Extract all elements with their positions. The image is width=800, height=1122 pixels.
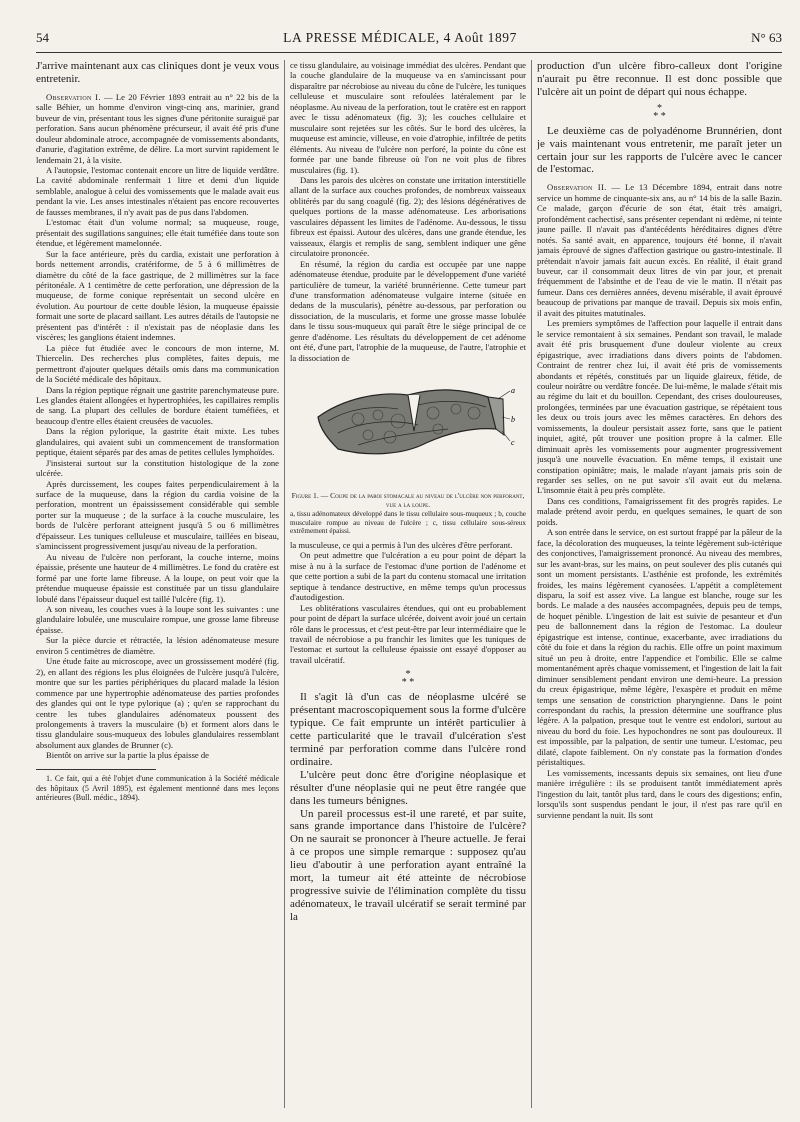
paragraph: Sur la face antérieure, près du cardia, existait une perforation à bords nettement arrondis, cratériforme, de 5 à 6 millimètres de diamètre du côté de la face gastrique, de 2 millimètres sur la face péritonéale. A 1 centimètre de cette perforation, une dépression de la muqueuse, de forme conique représentait un second ulcère en évolution. Au pourtour de cette double lésion, la muqueuse épaissie formait une sorte de placard saillant. Les autres détails de l'autopsie ne présentent pas d'intérêt : il n'existait pas de néoplasie dans les viscères; les ganglions étaient indemnes. [36, 248, 279, 343]
observation-label: Observation I. [46, 91, 101, 102]
paragraph: A son entrée dans le service, on est surtout frappé par la pâleur de la face, la décoloration des muqueuses, la teinte légèrement sub-ictérique des conjonctives, l'amaigrissement prononcé. Au niveau des membres, sur les avant-bras, sur les mains, on peut soulever des plis cutanés qui sont un moment persistants. L'asthénie est profonde, les extrémités froides, les mains légèrement cyanosées. L'appétit a complètement disparu, la soif est assez vive. La langue est blanche, rouge sur les bords. Le malade a des nausées accompagnées, depuis peu de temps, de hoquet pénible. L'ingestion de lait est suivie de pesanteur et d'un peu de ballonnement dans la région de l'estomac. La douleur épigastrique est intense, continue, exacerbante, avec irradiations du côté du foie et dans la région du rachis. Elle offre un point maximum situé un peu à droite, entre l'appendice et l'ombilic. Elle se calme momentanément après chaque vomissement, et l'ingestion de lait la fait diminuer sensiblement pendant environ une demi-heure. La pression du creux épigastrique, même légère, l'exaspère et produit en même temps une sensation de constriction pharyngienne. Dans le point correspondant du rachis, la pression détermine une souffrance plus légère. A la palpation, presque tout le ventre est endolori, surtout au niveau du bord du foie. Les hypochondres ne sont pas douloureux. Il est impossible, par la palpation, de sentir une tumeur. L'estomac, peu dilaté, clapote faiblement. On n'y constate pas la formation d'ondes péristaltiques. [537, 527, 782, 768]
paragraph: Au niveau de l'ulcère non perforant, la couche interne, moins épaissie, présente une hauteur de 4 millimètres. Le fond du cratère est formé par une forte lame fibreuse. A la loupe, on peut voir que la prétendue muqueuse épaissie est constituée par un tissu glandulaire lobulé dans l'épaisseur duquel est taillé l'ulcère (fig. 1). [36, 551, 279, 604]
paragraph: Il s'agit là d'un cas de néoplasme ulcéré se présentant macroscopiquement sous la forme d'ulcère typique. Ce fait emprunte un intérêt particulier à cette particularité que le travail d'ulcération s'est terminé par perforation comme dans l'ulcère rond ordinaire. [290, 691, 526, 768]
paragraph: Bientôt on arrive sur la partie la plus épaisse de [46, 750, 209, 761]
paragraph: La pièce fut étudiée avec le concours de mon interne, M. Thiercelin. Des recherches plus complètes, faites depuis, me permettront d'ajouter quelques détails omis dans ma communication de la Société médicale des hôpitaux. [36, 342, 279, 385]
intro-paragraph: J'arrive maintenant aux cas cliniques dont je veux vous entretenir. [36, 60, 279, 85]
paragraph-text: — Le 13 Décembre 1894, entrait dans notre service un homme de cinquante-six ans, au n° 14 bis de la salle Bazin. Ce malade, garçon d'écurie de son état, était très amaigri, profondément cachectisé, sans présenter cependant ni œdème, ni teinte jaune paille. Il n'avait pas d'antécédents héréditaires dignes d'être notés. Sa santé avait, en apparence, toujours été bonne, il n'avait jamais éprouvé de signes d'affection gastrique ou gastro-intestinale. Il prétendait n'avoir jamais fait aucun excès. En réalité, il était grand buveur, car il consommait deux litres de vin par jour, et prenait fréquemment de l'absinthe et de l'eau de vie le matin. Il n'était pas fumeur. Dans ces dernières années, devenu misérable, il avait éprouvé beaucoup de privations par manque de travail. Depuis six mois enfin, il avait des pituites matutinales. [537, 182, 782, 318]
paragraph: production d'un ulcère fibro-calleux dont l'origine n'aurait pu être reconnue. Il est donc possible que l'ulcère ait un point de départ qui nous échappe. [537, 60, 782, 98]
column-2 [290, 60, 526, 1108]
page-number: 54 [36, 30, 49, 45]
paragraph: Dans la région pylorique, la gastrite était mixte. Les tubes glandulaires, qui avaient subi un commencement de transformation peptique, étaient séparés par des amas de petites cellules lymphoïdes. [36, 426, 279, 458]
paragraph: En résumé, la région du cardia est occupée par une nappe adénomateuse étendue, produite par le développement d'une variété particulière de tumeur, la variété brunnérienne. Cette tumeur part d'une transformation adénomateuse vulgaire interne (située en dedans de la muscularis), pénètre au-dessous, par perforation ou dissociation, de la muscularis, et forme une grosse masse lobulée dans le tissu sous-muqueux qui paraît être le siège principal de ce genre d'adénome. Les résultats du développement de cet adénome ont été, d'une part, l'atrophie de la muqueuse, de l'autre, l'atrophie et la dissociation de [290, 258, 526, 363]
paragraph: Dans la région peptique régnait une gastrite parenchymateuse pure. Les glandes étaient allongées et hypertrophiées, les capillaires remplis de sang. La plupart des cellules de bordure étaient tuméfiées, et beaucoup d'entre elles étaient creusées de vacuoles. [36, 384, 279, 426]
figure-legend: a, tissu adénomateux développé dans le tissu cellulaire sous-muqueux ; b, couche musculaire rompue au niveau de l'ulcère ; c, tissu cellulaire sous-séreux extrêmement épaissi. [290, 510, 526, 536]
adenoma-tissue-mass [318, 390, 496, 454]
paragraph: Une étude faite au microscope, avec un grossissement modéré (fig. 2), en allant des régions les plus éloignées de l'ulcère jusqu'à l'ulcère, montre que sur les parties périphériques du placard malade la lésion commence par une hypertrophie adénomateuse des parties profondes des glandes qui ont le type pylorique (a) ; qu'en se rapprochant du centre les tubes glandulaires adénomateux poussent des prolongements à travers la musculaire (b) et forment alors dans le tissu glandulaire sous-muqueux des lobules glandulaires ressemblant absolument aux glandes de Brunner (c). [36, 656, 279, 750]
figure-label-a: a [511, 386, 515, 396]
paragraph: A l'autopsie, l'estomac contenait encore un litre de liquide verdâtre. La cavité abdominale renfermait 1 litre et demi d'un liquide semblable, analogue à celui des vomissements que le malade avait eus pendant la vie. Les anses intestinales n'étaient pas encore recouvertes de fausses membranes, il n'y avait pas de pus dans l'abdomen. [36, 164, 279, 217]
pointer-line-a [498, 391, 510, 399]
observation-1-paragraph [36, 92, 279, 165]
figure-caption: Figure 1. — Coupe de la paroi stomacale au niveau de l'ulcère non perforant, vue a la loupe. [291, 491, 525, 510]
pointer-line-c [502, 431, 510, 441]
paragraph: Un pareil processus est-il une rareté, et par suite, sans grande importance dans l'histoire de l'ulcère? On ne saurait se prononcer à l'heure actuelle. Je ferai à ce propos une simple remarque : supposez qu'au lieu d'aboutir à une perforation ayant entraîné la mort, la tumeur ait été atteinte de nécrobiose progressive suivie de l'élimination complète du tissu adénomateux, le travail ulcératif se serait terminé par la [290, 807, 526, 923]
section-break-stars: * * * [653, 102, 666, 122]
page-header [36, 30, 782, 50]
paragraph: L'estomac était d'un volume normal; sa muqueuse, rouge, présentait des sugillations sanguines; elle était tuméfiée dans toute son étendue, et légèrement mamelonnée. [36, 217, 279, 249]
column-divider [284, 60, 285, 1108]
paragraph: la musculeuse, ce qui a permis à l'un des ulcères d'être perforant. [290, 539, 513, 550]
header-rule [36, 52, 782, 53]
paragraph: ce tissu glandulaire, au voisinage immédiat des ulcères. Pendant que la couche glandulaire de la muqueuse va en s'amincissant pour disparaître par nécrobiose au niveau du cône de l'ulcère, les tuniques celluleuse et musculaire sont refoulées latéralement par le néoplasme. Au niveau de la perforation, tout le cratère est en rapport avec le tissu adénomateux (fig. 3); les couches cellulaire et musculaire sont rejetées sur les côtés. Sur le bord des ulcères, la muqueuse est amincie, villeuse, en voie d'atrophie, infiltrée de petits éléments. Au niveau de l'ulcère non perforé, la pointe du cône est formée par une bande fibreuse où l'on ne voit plus de fibres musculaires (fig. 1). [290, 60, 526, 175]
paragraph: A son niveau, les couches vues à la loupe sont les suivantes : une glandulaire lobulée, une musculaire rompue, une grosse lame fibreuse épaisse. [36, 604, 279, 635]
paragraph: Après durcissement, les coupes faites perpendiculairement à la surface de la muqueuse, dans la région du cardia voisine de la perforation, montrent un épaississement considérable qui semble porter sur la muqueuse ; de la surface à la couche musculaire, les bords de l'ulcère perforant atteignent jusqu'à 5 ou 6 millimètres d'épaisseur. Les tuniques celluleuse et musculaire, taillées en biseau, s'amincissent progressivement jusqu'au niveau de la perforation. [36, 478, 279, 552]
paragraph: Les vomissements, incessants depuis six semaines, ont lieu d'une manière irrégulière : ils se produisent tantôt immédiatement après l'ingestion du lait, tantôt plus tard, dans le cours des digestions; enfin, lorsqu'ils sont suspendus pendant le jour, il n'est pas rare qu'il en survienne pendant la nuit. Ils sont [537, 767, 782, 820]
column-divider [531, 60, 532, 1108]
figure-1 [290, 369, 526, 536]
paragraph: Dans les parois des ulcères on constate une irritation interstitielle allant de la surface aux couches profondes, de nombreux vaisseaux oblitérés par du sang coagulé (fig. 2); des lésions dégénératives de quelques portions de la masse adénomateuse. Les arborisations vasculaires dépassent les limites de l'adénome. Au-dessous, le tissu fibreux est épaissi. Autour des ulcères, dans une grande étendue, les vaisseaux, élargis et remplis de sang, semblent indiquer une gêne circulatoire prononcée. [290, 174, 526, 259]
paragraph: Les oblitérations vasculaires étendues, qui ont eu probablement pour point de départ la surface ulcérée, doivent avoir joué un certain rôle dans le processus, et c'est peut-être par leur intermédiaire que le travail de nécrobiose a pu franchir les limites que les tuniques de l'estomac et surtout la celluleuse épaissie ont essayé d'opposer au travail ulcératif. [290, 602, 526, 665]
column-1 [36, 60, 279, 1108]
paragraph: J'insisterai surtout sur la constitution histologique de la zone ulcérée. [36, 457, 279, 479]
footnote: 1. Ce fait, qui a été l'objet d'une communication à la Société médicale des hôpitaux (5 Avril 1895), est également mentionné dans mes leçons antérieures (Bull. médic., 1894). [36, 773, 279, 803]
observation-2-paragraph [537, 182, 782, 318]
paragraph: Sur la pièce durcie et rétractée, la lésion adénomateuse mesure environ 5 centimètres de diamètre. [36, 635, 279, 656]
paragraph-text: — Le 20 Février 1893 entrait au n° 22 bis de la salle Béhier, un homme d'environ vingt-cinq ans, marinier, grand buveur de vin, présentant tous les signes d'une péritonite suraiguë par perforation. Sans aucun phénomène précurseur, il avait été pris d'une douleur abdominale atroce, accompagnée de vomissements abondants, d'anurie, d'agitation extrême, de délire. La mort survint rapidement le lendemain 21, à la visite. [36, 91, 279, 165]
footnote-rule [36, 769, 156, 770]
paragraph: Les premiers symptômes de l'affection pour laquelle il entrait dans le service remontaient à six semaines. Pendant son travail, le malade avait été pris brusquement d'une douleur violente au creux épigastrique, avec irradiations dans divers points de l'abdomen. Contraint de rentrer chez lui, il avait été pris de vomissements abondants et répétés, constitués par un liquide glaireux, fétide, de couleur noirâtre ou verdâtre foncée. De lui-même, le malade s'était mis au régime du lait et du bouillon. Cependant, des crises douloureuses, prolongées, terminées par une évacuation gastrique, se répétaient tous les deux ou trois jours avec les mêmes caractères. En dehors des vomissements, la douleur persistait assez forte, sans que le patient inquiet, agité, pût trouver une position propre à la calmer. Elle diminuait après les vomissements pour augmenter progressivement jusqu'à une nouvelle évacuation. En même temps, il existait une constipation opiniâtre; mais, le malade n'ayant jamais pris soin de regarder ses selles, on ne put savoir s'il avait eut du melæna. L'insomnie était à peu près complète. [537, 318, 782, 496]
figure-label-b: b [511, 415, 515, 425]
issue-number: N° 63 [751, 30, 782, 45]
section-break-stars: * * * [401, 669, 415, 689]
journal-title: LA PRESSE MÉDICALE, 4 Août 1897 [283, 30, 518, 45]
observation-label: Observation II. [547, 182, 607, 193]
figure-label-c: c [511, 438, 515, 448]
paragraph: On peut admettre que l'ulcération a eu pour point de départ la mise à nu à la surface de l'estomac d'une portion de l'adénome et que cette portion a subi de la part du contenu stomacal une irritation septique à tendance destructive, en même temps qu'un processus d'autodigestion. [290, 550, 526, 603]
paragraph: L'ulcère peut donc être d'origine néoplasique et résulter d'une néoplasie qui ne peut être rangée que dans les tumeurs bénignes. [290, 768, 526, 807]
stomach-wall-section-illustration [298, 369, 518, 489]
paragraph: Le deuxième cas de polyadénome Brunnérien, dont je vais maintenant vous entretenir, me paraît jeter un certain jour sur les rapports de l'ulcère avec le cancer de l'estomac. [537, 124, 782, 176]
column-3 [537, 60, 782, 1108]
paragraph: Dans ces conditions, l'amaigrissement fit des progrès rapides. Le malade prétend avoir perdu, en quelques semaines, le quart de son poids. [537, 495, 782, 527]
